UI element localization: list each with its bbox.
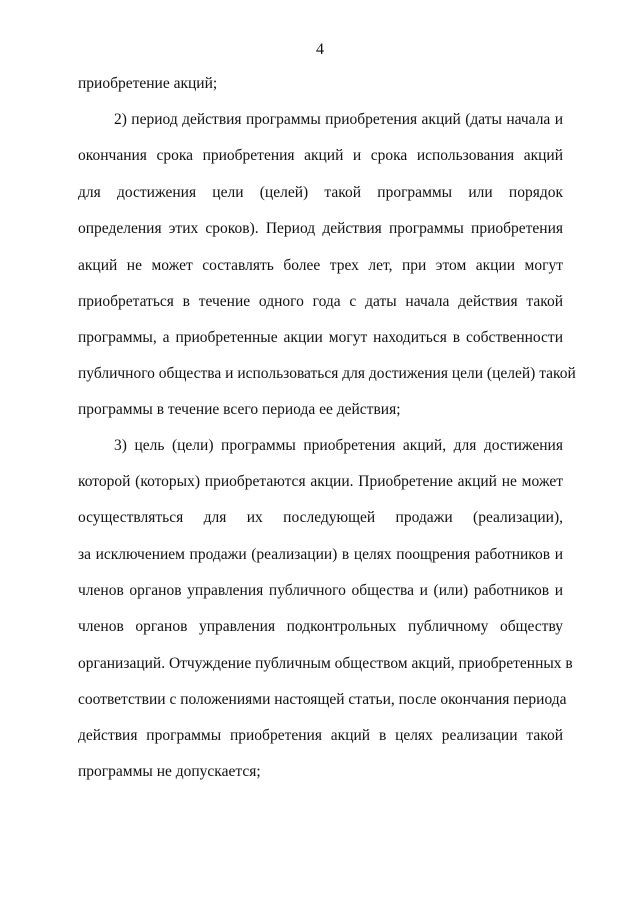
- text-line: за исключением продажи (реализации) в целях поощрения работников и: [78, 546, 563, 563]
- text-line: программы, а приобретенные акции могут находиться в собственности: [78, 329, 563, 346]
- text-line: осуществляться для их последующей продажи (реализации),: [78, 509, 563, 526]
- text-line: членов органов управления публичного общества и (или) работников и: [78, 582, 563, 599]
- text-line: действия программы приобретения акций в целях реализации такой: [78, 727, 563, 744]
- text-line: программы не допускается;: [78, 763, 261, 780]
- text-line: членов органов управления подконтрольных публичному обществу: [78, 618, 563, 635]
- text-line: которой (которых) приобретаются акции. Приобретение акций не может: [78, 473, 563, 490]
- text-line: программы в течение всего периода ее действия;: [78, 401, 401, 418]
- text-line: 3) цель (цели) программы приобретения акций, для достижения: [114, 437, 563, 454]
- text-line: определения этих сроков). Период действия программы приобретения: [78, 220, 563, 237]
- text-line: приобретаться в течение одного года с даты начала действия такой: [78, 293, 563, 310]
- text-line: 2) период действия программы приобретения акций (даты начала и: [114, 111, 563, 128]
- text-line: публичного общества и использоваться для достижения цели (целей) такой: [78, 365, 576, 382]
- text-line: окончания срока приобретения акций и срока использования акций: [78, 147, 563, 164]
- text-line: акций не может составлять более трех лет, при этом акции могут: [78, 257, 563, 274]
- text-line: организаций. Отчуждение публичным обществом акций, приобретенных в: [78, 655, 573, 672]
- text-line: приобретение акций;: [78, 75, 218, 92]
- text-line: соответствии с положениями настоящей статьи, после окончания периода: [78, 691, 567, 708]
- text-line: для достижения цели (целей) такой программы или порядок: [78, 184, 563, 201]
- page-number: 4: [316, 41, 324, 58]
